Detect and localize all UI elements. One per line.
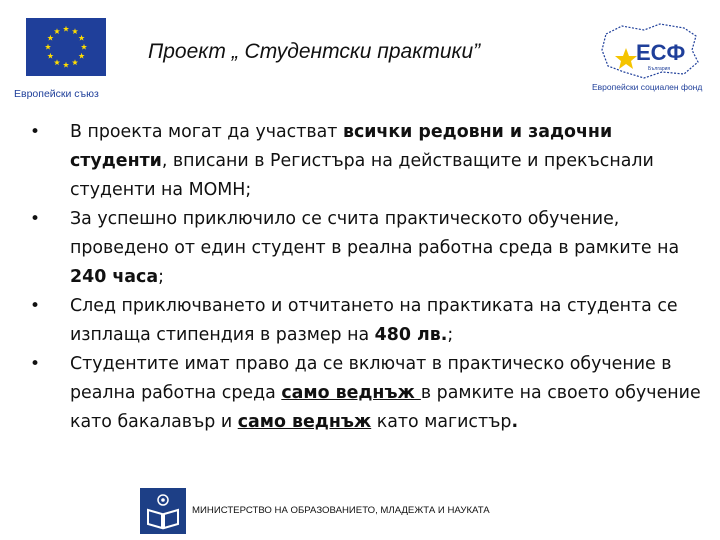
bullet-underlined-text: само веднъж [237,412,372,432]
bullet-dot-icon: • [30,122,41,142]
eu-star-icon [63,62,69,68]
open-book-icon [140,488,186,534]
bullet-text: За успешно приключило се счита практическото обучение, проведено от един студент в реална работна среда в рамките на [70,209,680,258]
bullet-text: в рамките на своето обучение като бакалавър и [70,383,701,432]
bullet-text: ; [158,267,164,287]
eu-flag-icon [26,18,106,76]
eu-star-icon [79,53,85,59]
eu-star-icon [79,35,85,41]
bullet-text: като магистър [371,412,512,432]
bullet-text: След приключването и отчитането на практиката на студента се изплаща стипендия в размер на [70,296,678,345]
bullet-bold-text: 480 лв. [374,325,448,345]
bullet-bold-text: 240 часа [70,267,159,287]
bullet-item [24,205,704,292]
ministry-name: МИНИСТЕРСТВО НА ОБРАЗОВАНИЕТО, МЛАДЕЖТА И НАУКАТА [192,505,490,516]
bulgaria-map-icon [592,20,714,82]
bullet-underlined-text: само веднъж [281,383,421,403]
esf-logo-text: ЕСФ [636,40,686,65]
bullet-dot-icon: • [30,354,41,374]
eu-star-icon [63,26,69,32]
esf-caption: Европейски социален фонд [592,82,703,92]
eu-star-icon [45,44,51,50]
eu-star-icon [47,35,53,41]
page-title: Проект „ Студентски практики” [148,40,481,63]
bullet-item [24,350,704,437]
bullet-text: Студентите имат право да се включат в практическо обучение в реална работна среда [70,354,672,403]
bullet-text: ; [447,325,454,345]
bullet-text: В проекта могат да участват [70,122,343,142]
bullet-dot-icon: • [30,296,41,316]
bullet-dot-icon: • [30,209,41,229]
ministry-footer [140,488,560,534]
bullet-item [24,118,704,205]
eu-star-icon [54,59,60,65]
eu-caption: Европейски съюз [14,88,99,100]
eu-star-icon [72,59,78,65]
eu-star-icon [72,28,78,34]
bullet-text: , вписани в Регистъра на действащите и прекъснали студенти на МОМН; [70,151,654,200]
esf-sub-text: България [648,66,671,72]
eu-star-icon [81,44,87,50]
eu-logo [14,18,118,104]
bullet-bold-text: всички редовни и задочни студенти [70,122,613,171]
bullet-bold-text: . [511,412,519,432]
eu-star-icon [47,53,53,59]
eu-star-icon [54,28,60,34]
bullet-item [24,292,704,350]
bullet-list [24,118,704,437]
esf-logo [592,20,714,98]
